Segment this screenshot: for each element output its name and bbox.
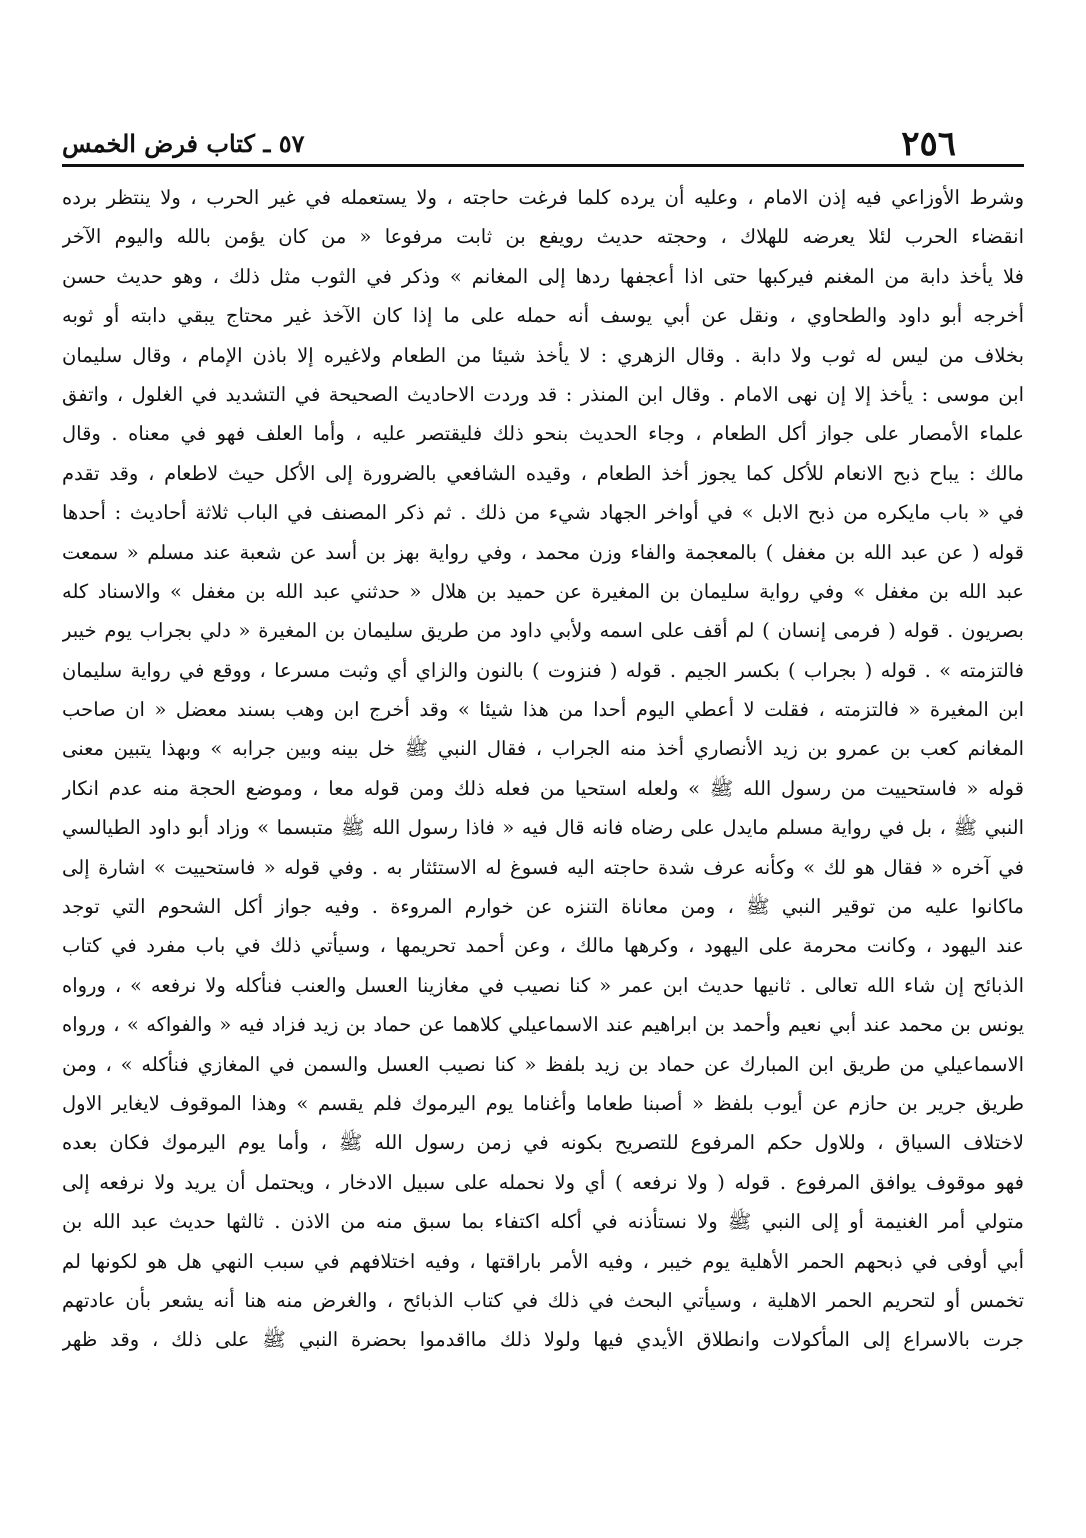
text-line: ابن موسى : يأخذ إلا إن نهى الامام . وقال ابن المنذر : قد وردت الاحاديث الصحيحة في التشديد في الغلول ، واتفق	[62, 382, 1024, 406]
text-line: وشرط الأوزاعي فيه إذن الامام ، وعليه أن يرده كلما فرغت حاجته ، ولا يستعمله في غير الحرب ، ولا ينتظر برده	[62, 186, 1024, 209]
text-line: المغانم كعب بن عمرو بن زيد الأنصاري أخذ منه الجراب ، فقال النبي ﷺ خل بينه وبين جرابه » وبهذا يتبين معنى	[62, 737, 1024, 761]
text-line: طريق جرير بن حازم عن أيوب بلفظ « أصبنا طعاما وأغناما يوم اليرموك فلم يقسم » وهذا الموقوف لايغاير الاول	[62, 1091, 1024, 1115]
text-line: قوله « فاستحييت من رسول الله ﷺ » ولعله استحيا من فعله ذلك ومن قوله معا ، وموضع الحجة منه عدم انكار	[62, 776, 1024, 800]
text-line: قوله ( عن عبد الله بن مغفل ) بالمعجمة والفاء وزن محمد ، وفي رواية بهز بن أسد عن شعبة عند مسلم « سمعت	[62, 540, 1024, 564]
text-line: فلا يأخذ دابة من المغنم فيركبها حتى اذا أعجفها ردها إلى المغانم » وذكر في الثوب مثل ذلك ، وهو حديث حسن	[62, 264, 1024, 288]
text-line: تخمس أو لتحريم الحمر الاهلية ، وسيأتي البحث في ذلك في كتاب الذبائح ، والغرض منه هنا أنه يشعر بأن عادتهم	[62, 1288, 1024, 1312]
text-line: في « باب مايكره من ذبح الابل » في أواخر الجهاد شيء من ذلك . ثم ذكر المصنف في الباب ثلاثة أحاديث : أحدها	[62, 501, 1024, 525]
text-line: انقضاء الحرب لئلا يعرضه للهلاك ، وحجته حديث رويفع بن ثابت مرفوعا « من كان يؤمن بالله واليوم الآخر	[62, 225, 1024, 249]
text-line: علماء الأمصار على جواز أكل الطعام ، وجاء الحديث بنحو ذلك فليقتصر عليه ، وأما العلف فهو في معناه . وقال	[62, 422, 1024, 446]
text-line: فهو موقوف يوافق المرفوع . قوله ( ولا نرفعه ) أي ولا نحمله على سبيل الادخار ، ويحتمل أن يريد ولا نرفعه إلى	[62, 1170, 1024, 1194]
text-line: الذبائح إن شاء الله تعالى . ثانيها حديث ابن عمر « كنا نصيب في مغازينا العسل والعنب فنأكله ولا نرفعه » ، ورواه	[62, 973, 1024, 997]
text-line: ماكانوا عليه من توقير النبي ﷺ ، ومن معاناة التنزه عن خوارم المروءة . وفيه جواز أكل الشحوم التي توجد	[62, 895, 1024, 919]
text-line: فالتزمته » . قوله ( بجراب ) بكسر الجيم . قوله ( فنزوت ) بالنون والزاي أي وثبت مسرعا ، ووقع في رواية سليمان	[62, 658, 1024, 682]
text-line: أبي أوفى في ذبحهم الحمر الأهلية يوم خيبر ، وفيه الأمر باراقتها ، وفيه اختلافهم في سبب النهي هل هو لكونها لم	[62, 1249, 1024, 1273]
text-line: أخرجه أبو داود والطحاوي ، ونقل عن أبي يوسف أنه حمله على ما إذا كان الآخذ غير محتاج يبقي دابته أو ثوبه	[62, 304, 1024, 328]
text-line: يونس بن محمد عند أبي نعيم وأحمد بن ابراهيم عند الاسماعيلي كلاهما عن حماد بن زيد فزاد فيه « والفواكه » ، ورواه	[62, 1013, 1024, 1037]
text-line: بخلاف من ليس له ثوب ولا دابة . وقال الزهري : لا يأخذ شيئا من الطعام ولاغيره إلا باذن الإمام ، وقال سليمان	[62, 343, 1024, 367]
text-line: الاسماعيلي من طريق ابن المبارك عن حماد بن زيد بلفظ « كنا نصيب العسل والسمن في المغازي فنأكله » ، ومن	[62, 1052, 1024, 1076]
text-line: جرت بالاسراع إلى المأكولات وانطلاق الأيدي فيها ولولا ذلك مااقدموا بحضرة النبي ﷺ على ذلك ، وقد ظهر	[62, 1328, 1024, 1352]
body-text	[62, 178, 1024, 1360]
page-number: ٢٥٦	[901, 124, 956, 164]
text-line: مالك : يباح ذبح الانعام للأكل كما يجوز أخذ الطعام ، وقيده الشافعي بالضرورة إلى الأكل حيث لاطعام ، وقد تقدم	[62, 461, 1024, 485]
running-title: ٥٧ ـ كتاب فرض الخمس	[62, 129, 305, 158]
text-line: عند اليهود ، وكانت محرمة على اليهود ، وكرهها مالك ، وعن أحمد تحريمها ، وسيأتي ذلك في باب مفرد في كتاب	[62, 934, 1024, 958]
text-line: في آخره « فقال هو لك » وكأنه عرف شدة حاجته اليه فسوغ له الاستئثار به . وفي قوله « فاستحييت » اشارة إلى	[62, 855, 1024, 879]
text-line: ابن المغيرة « فالتزمته ، فقلت لا أعطي اليوم أحدا من هذا شيئا » وقد أخرج ابن وهب بسند معضل « ان صاحب	[62, 698, 1024, 722]
text-line: متولي أمر الغنيمة أو إلى النبي ﷺ ولا نستأذنه في أكله اكتفاء بما سبق منه من الاذن . ثالثها حديث عبد الله بن	[62, 1210, 1024, 1234]
text-line: بصريون . قوله ( فرمى إنسان ) لم أقف على اسمه ولأبي داود من طريق سليمان بن المغيرة « دلي بجراب يوم خيبر	[62, 619, 1024, 643]
page-header	[62, 124, 1024, 167]
text-line: عبد الله بن مغفل » وفي رواية سليمان بن المغيرة عن حميد بن هلال « حدثني عبد الله بن مغفل » والاسناد كله	[62, 579, 1024, 603]
text-line: النبي ﷺ ، بل في رواية مسلم مايدل على رضاه فانه قال فيه « فاذا رسول الله ﷺ متبسما » وزاد أبو داود الطيالسي	[62, 816, 1024, 840]
text-line: لاختلاف السياق ، وللاول حكم المرفوع للتصريح بكونه في زمن رسول الله ﷺ ، وأما يوم اليرموك فكان بعده	[62, 1131, 1024, 1155]
